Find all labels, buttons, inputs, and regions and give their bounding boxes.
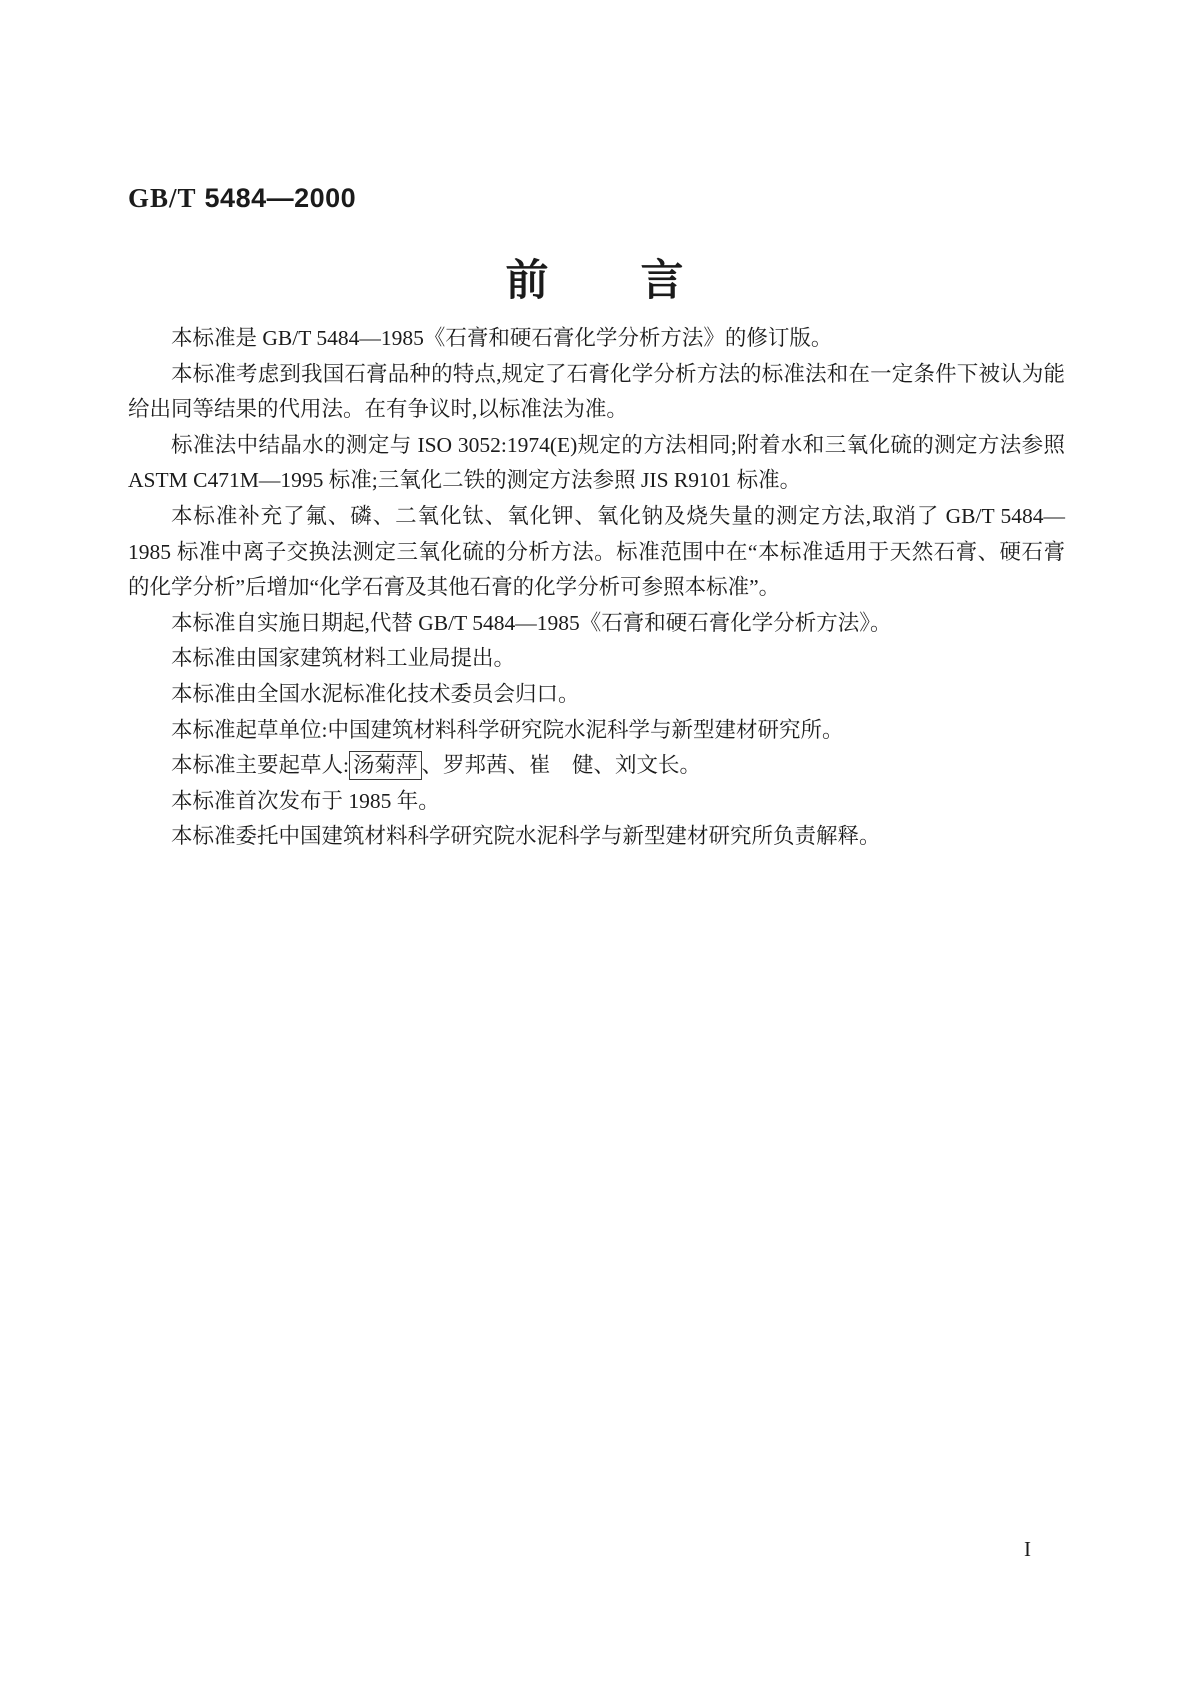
foreword-paragraph-committee: 本标准由全国水泥标准化技术委员会归口。 xyxy=(171,681,580,706)
foreword-paragraph-drafting-unit: 本标准起草单位:中国建筑材料科学研究院水泥科学与新型建材研究所。 xyxy=(171,717,844,742)
drafter-boxed-name: 汤菊萍 xyxy=(349,751,422,780)
foreword-paragraph-interpretation: 本标准委托中国建筑材料科学研究院水泥科学与新型建材研究所负责解释。 xyxy=(171,824,881,849)
foreword-paragraph-reference-standards: 标准法中结晶水的测定与 ISO 3052:1974(E)规定的方法相同;附着水和三氧化硫的测定方法参照 ASTM C471M—1995 标准;三氧化二铁的测定方法参照 JIS R9101 标准。 xyxy=(128,432,1065,493)
standard-code-header xyxy=(128,183,356,214)
foreword-paragraph-drafters xyxy=(128,748,1065,784)
foreword-body xyxy=(128,321,1065,855)
drafters-suffix: 、罗邦茜、崔 健、刘文长。 xyxy=(421,753,702,778)
foreword-paragraph-additions: 本标准补充了氟、磷、二氧化钛、氧化钾、氧化钠及烧失量的测定方法,取消了 GB/T 5484—1985 标准中离子交换法测定三氧化硫的分析方法。标准范围中在“本标准适用于天然石膏、硬石膏的化学分析”后增加“化学石膏及其他石膏的化学分析可参照本标准”。 xyxy=(128,503,1065,600)
foreword-paragraph-proposer: 本标准由国家建筑材料工业局提出。 xyxy=(171,646,516,671)
foreword-paragraph-scope-methods: 本标准考虑到我国石膏品种的特点,规定了石膏化学分析方法的标准法和在一定条件下被认为能给出同等结果的代用法。在有争议时,以标准法为准。 xyxy=(128,361,1065,422)
foreword-paragraph-replacement: 本标准自实施日期起,代替 GB/T 5484—1985《石膏和硬石膏化学分析方法》。 xyxy=(171,610,892,635)
foreword-paragraph-first-issue: 本标准首次发布于 1985 年。 xyxy=(171,788,440,813)
standard-code-prefix: GB/T xyxy=(128,183,197,213)
standard-code-number: 5484—2000 xyxy=(196,183,357,213)
drafters-prefix: 本标准主要起草人: xyxy=(171,753,349,778)
page-number: I xyxy=(1024,1537,1031,1561)
foreword-paragraph-revision: 本标准是 GB/T 5484—1985《石膏和硬石膏化学分析方法》的修订版。 xyxy=(171,326,833,350)
page-title: 前 言 xyxy=(505,258,686,305)
